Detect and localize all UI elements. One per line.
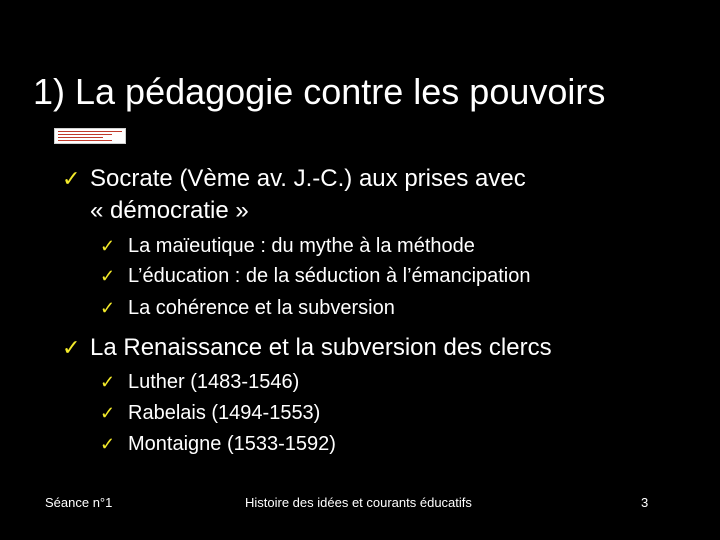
bullet-text: La Renaissance et la subversion des clercs — [90, 334, 552, 361]
checkmark-icon: ✓ — [62, 335, 81, 360]
thumbnail-line — [58, 134, 112, 135]
bullet-text: « démocratie » — [90, 197, 249, 224]
checkmark-icon: ✓ — [100, 434, 116, 454]
thumbnail-line — [58, 137, 103, 138]
thumbnail-image — [54, 128, 126, 144]
checkmark-icon: ✓ — [62, 166, 81, 191]
sub-bullet-text: Luther (1483-1546) — [128, 371, 300, 393]
checkmark-icon: ✓ — [100, 298, 116, 318]
sub-bullet-text: La cohérence et la subversion — [128, 297, 395, 319]
bullet-text: Socrate (Vème av. J.-C.) aux prises avec — [90, 165, 526, 192]
checkmark-icon: ✓ — [100, 236, 116, 256]
sub-bullet-text: Montaigne (1533-1592) — [128, 433, 336, 455]
thumbnail-line — [58, 131, 122, 132]
sub-bullet-text: L’éducation : de la séduction à l’émancipation — [128, 265, 531, 287]
checkmark-icon: ✓ — [100, 372, 116, 392]
checkmark-icon: ✓ — [100, 403, 116, 423]
sub-bullet-text: Rabelais (1494-1553) — [128, 402, 321, 424]
checkmark-icon: ✓ — [100, 266, 116, 286]
sub-bullet-text: La maïeutique : du mythe à la méthode — [128, 235, 475, 257]
footer-page-number: 3 — [641, 495, 649, 510]
footer-course: Histoire des idées et courants éducatifs — [245, 495, 472, 510]
thumbnail-line — [58, 140, 112, 141]
slide-title: 1) La pédagogie contre les pouvoirs — [33, 71, 606, 112]
footer-session: Séance n°1 — [45, 495, 113, 510]
